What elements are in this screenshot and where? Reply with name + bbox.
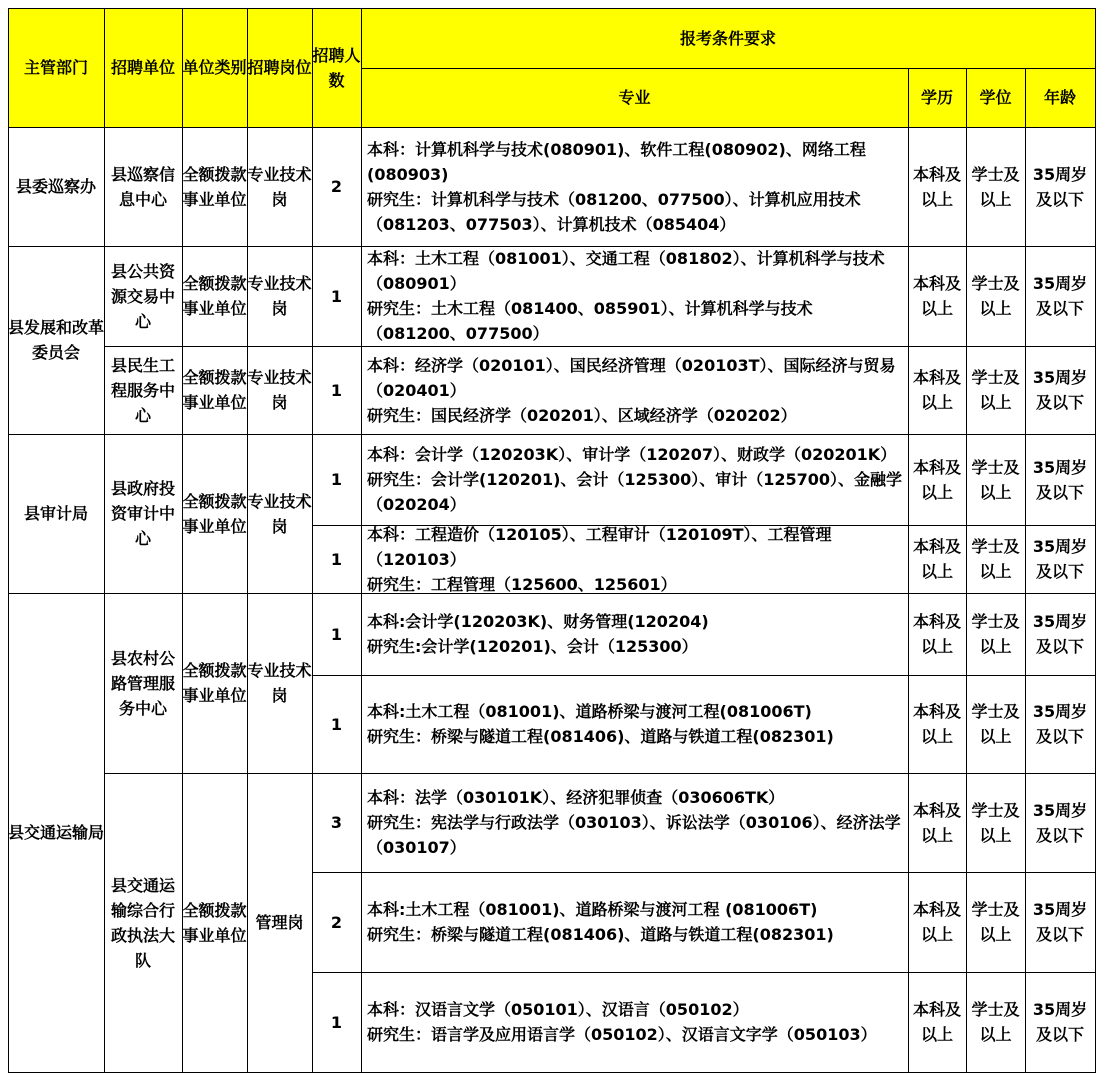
grid-line <box>8 8 9 1073</box>
unit-type-text: 全额拨款事业单位 <box>182 164 247 209</box>
position-cell <box>247 246 312 346</box>
unit-cell <box>104 434 182 593</box>
grid-line <box>908 68 909 128</box>
education-text: 本科及以上 <box>912 612 961 656</box>
age-text: 35周岁及以下 <box>1032 537 1088 581</box>
position-text: 管理岗 <box>255 913 304 932</box>
header-degree-text: 学位 <box>979 88 1012 107</box>
header-education-text: 学历 <box>920 88 953 107</box>
degree-text: 学士及以上 <box>971 368 1020 412</box>
header-degree <box>966 68 1025 127</box>
grid-line <box>104 8 105 128</box>
age-text: 35周岁及以下 <box>1032 457 1088 502</box>
grid-line <box>182 8 183 128</box>
grid-line <box>104 773 1096 774</box>
degree-text: 学士及以上 <box>971 274 1020 318</box>
grid-line <box>908 127 909 1073</box>
major-cell <box>361 246 908 346</box>
major-text: 本科：经济学（020101）、国民经济管理（020103T）、国际经济与贸易（020401） 研究生：国民经济学（020201）、区域经济学（020202） <box>367 355 896 425</box>
age-cell <box>1025 346 1095 434</box>
unit-type-cell <box>182 434 247 593</box>
major-text: 本科：土木工程（081001）、交通工程（081802）、计算机科学与技术（080901） 研究生：土木工程（081400、085901）、计算机科学与技术（081200、077500） <box>367 249 885 343</box>
degree-cell <box>966 346 1025 434</box>
education-text: 本科及以上 <box>912 457 961 502</box>
count-text: 1 <box>330 380 343 400</box>
count-cell <box>312 525 361 593</box>
count-cell <box>312 675 361 773</box>
dept-text: 县发展和改革委员会 <box>8 318 104 362</box>
age-cell <box>1025 675 1095 773</box>
unit-cell <box>104 246 182 346</box>
degree-cell <box>966 872 1025 972</box>
grid-line <box>247 8 248 128</box>
header-conditions <box>361 8 1095 68</box>
degree-cell <box>966 675 1025 773</box>
header-position-text: 招聘岗位 <box>247 58 312 77</box>
age-text: 35周岁及以下 <box>1032 164 1088 209</box>
count-text: 2 <box>330 177 343 196</box>
degree-text: 学士及以上 <box>971 457 1020 502</box>
unit-cell <box>104 346 182 434</box>
age-cell <box>1025 434 1095 525</box>
unit-type-cell <box>182 593 247 773</box>
count-cell <box>312 246 361 346</box>
grid-line <box>104 346 1096 347</box>
dept-text: 县委巡察办 <box>15 177 96 196</box>
major-cell <box>361 346 908 434</box>
education-text: 本科及以上 <box>912 702 961 746</box>
header-position <box>247 8 312 127</box>
header-major-text: 专业 <box>618 88 651 107</box>
grid-line <box>312 675 1096 676</box>
degree-text: 学士及以上 <box>971 800 1020 845</box>
position-cell <box>247 773 312 1072</box>
count-cell <box>312 127 361 246</box>
position-text: 专业技术岗 <box>247 368 312 412</box>
header-unit <box>104 8 182 127</box>
degree-cell <box>966 434 1025 525</box>
unit-type-cell <box>182 127 247 246</box>
count-cell <box>312 872 361 972</box>
grid-line <box>8 127 1096 128</box>
header-age-text: 年龄 <box>1043 88 1076 107</box>
count-cell <box>312 593 361 675</box>
major-cell <box>361 525 908 593</box>
header-age <box>1025 68 1095 127</box>
grid-line <box>104 127 105 1073</box>
age-text: 35周岁及以下 <box>1032 274 1088 318</box>
header-count-text: 招聘人数 <box>312 45 361 90</box>
count-text: 1 <box>330 714 343 734</box>
degree-text: 学士及以上 <box>971 164 1020 209</box>
major-cell <box>361 675 908 773</box>
grid-line <box>1095 8 1096 1073</box>
unit-type-cell <box>182 773 247 1072</box>
unit-cell <box>104 773 182 1072</box>
position-text: 专业技术岗 <box>247 164 312 209</box>
age-cell <box>1025 872 1095 972</box>
count-text: 1 <box>330 1012 343 1032</box>
grid-line <box>361 127 362 1073</box>
major-text: 本科：计算机科学与技术(080901)、软件工程(080902)、网络工程(080903) 研究生：计算机科学与技术（081200、077500）、计算机应用技术（081203、077503）、计算机技术（085404） <box>367 139 866 234</box>
position-cell <box>247 434 312 593</box>
count-cell <box>312 972 361 1072</box>
unit-text: 县政府投资审计中心 <box>110 479 175 548</box>
degree-cell <box>966 972 1025 1072</box>
grid-line <box>8 434 1096 435</box>
education-cell <box>908 127 966 246</box>
count-text: 2 <box>330 912 343 932</box>
education-text: 本科及以上 <box>912 164 961 209</box>
grid-line <box>8 246 1096 247</box>
major-text: 本科：汉语言文学（050101）、汉语言（050102） 研究生：语言学及应用语言学（050102）、汉语言文字学（050103） <box>367 1000 877 1044</box>
count-text: 1 <box>330 470 343 489</box>
age-cell <box>1025 773 1095 872</box>
age-text: 35周岁及以下 <box>1032 800 1088 845</box>
major-cell <box>361 972 908 1072</box>
grid-line <box>966 127 967 1073</box>
header-education <box>908 68 966 127</box>
count-cell <box>312 434 361 525</box>
unit-type-text: 全额拨款事业单位 <box>182 274 247 318</box>
header-count <box>312 8 361 127</box>
unit-type-text: 全额拨款事业单位 <box>182 491 247 536</box>
count-text: 1 <box>330 549 343 569</box>
age-cell <box>1025 593 1095 675</box>
major-text: 本科：工程造价（120105）、工程审计（120109T）、工程管理（120103） 研究生：工程管理（125600、125601） <box>367 525 832 593</box>
count-cell <box>312 346 361 434</box>
education-text: 本科及以上 <box>912 537 961 581</box>
education-cell <box>908 675 966 773</box>
major-cell <box>361 434 908 525</box>
unit-type-cell <box>182 346 247 434</box>
degree-cell <box>966 127 1025 246</box>
dept-cell <box>8 127 104 246</box>
degree-text: 学士及以上 <box>971 1000 1020 1044</box>
degree-text: 学士及以上 <box>971 702 1020 746</box>
grid-line <box>312 8 313 128</box>
header-unit-text: 招聘单位 <box>110 58 175 77</box>
grid-line <box>247 127 248 1073</box>
count-cell <box>312 773 361 872</box>
unit-type-text: 全额拨款事业单位 <box>182 368 247 412</box>
count-text: 1 <box>330 286 343 306</box>
position-cell <box>247 593 312 773</box>
unit-text: 县民生工程服务中心 <box>110 355 175 425</box>
major-cell <box>361 872 908 972</box>
degree-cell <box>966 525 1025 593</box>
education-cell <box>908 872 966 972</box>
dept-cell <box>8 593 104 1072</box>
education-text: 本科及以上 <box>912 274 961 318</box>
grid-line <box>361 68 1096 69</box>
grid-line <box>1025 127 1026 1073</box>
age-text: 35周岁及以下 <box>1032 612 1088 656</box>
education-cell <box>908 525 966 593</box>
major-cell <box>361 127 908 246</box>
degree-text: 学士及以上 <box>971 537 1020 581</box>
education-cell <box>908 593 966 675</box>
unit-cell <box>104 593 182 773</box>
degree-cell <box>966 773 1025 872</box>
major-text: 本科:土木工程（081001)、道路桥梁与渡河工程(081006T) 研究生：桥梁与隧道工程(081406)、道路与铁道工程(082301) <box>367 702 834 746</box>
age-cell <box>1025 972 1095 1072</box>
age-cell <box>1025 525 1095 593</box>
education-cell <box>908 972 966 1072</box>
unit-cell <box>104 127 182 246</box>
grid-line <box>966 68 967 128</box>
age-text: 35周岁及以下 <box>1032 900 1088 944</box>
unit-type-text: 全额拨款事业单位 <box>182 900 247 945</box>
unit-type-text: 全额拨款事业单位 <box>182 661 247 705</box>
header-dept <box>8 8 104 127</box>
count-text: 3 <box>330 813 343 832</box>
major-cell <box>361 773 908 872</box>
grid-line <box>8 8 1096 9</box>
grid-line <box>312 127 313 1073</box>
dept-cell <box>8 434 104 593</box>
degree-cell <box>966 246 1025 346</box>
position-text: 专业技术岗 <box>247 491 312 536</box>
header-dept-text: 主管部门 <box>23 58 88 77</box>
education-cell <box>908 434 966 525</box>
education-cell <box>908 246 966 346</box>
grid-line <box>361 8 362 128</box>
major-text: 本科:土木工程（081001)、道路桥梁与渡河工程 (081006T) 研究生：桥梁与隧道工程(081406)、道路与铁道工程(082301) <box>367 900 834 944</box>
grid-line <box>312 872 1096 873</box>
education-text: 本科及以上 <box>912 800 961 845</box>
grid-line <box>8 593 1096 594</box>
degree-cell <box>966 593 1025 675</box>
dept-cell <box>8 246 104 434</box>
count-text: 1 <box>330 624 343 644</box>
major-text: 本科：会计学（120203K）、审计学（120207）、财政学（020201K） 研究生：会计学(120201)、会计（125300）、审计（125700）、金融学（020204） <box>367 445 903 514</box>
degree-text: 学士及以上 <box>971 612 1020 656</box>
major-text: 本科：法学（030101K）、经济犯罪侦查（030606TK） 研究生：宪法学与行政法学（030103）、诉讼法学（030106）、经济法学（030107） <box>367 788 901 857</box>
position-cell <box>247 346 312 434</box>
age-text: 35周岁及以下 <box>1032 702 1088 746</box>
unit-text: 县交通运输综合行政执法大队 <box>110 875 175 970</box>
header-unit-type <box>182 8 247 127</box>
degree-text: 学士及以上 <box>971 900 1020 944</box>
major-text: 本科:会计学(120203K)、财务管理(120204) 研究生:会计学(120201)、会计（125300） <box>367 612 709 656</box>
grid-line <box>312 525 1096 526</box>
header-major <box>361 68 908 127</box>
grid-line <box>1025 68 1026 128</box>
header-unit-type-text: 单位类别 <box>182 58 247 77</box>
dept-text: 县交通运输局 <box>8 823 104 842</box>
age-cell <box>1025 246 1095 346</box>
unit-text: 县公共资源交易中心 <box>110 261 175 331</box>
grid-line <box>312 972 1096 973</box>
unit-type-cell <box>182 246 247 346</box>
header-conditions-text: 报考条件要求 <box>679 28 776 48</box>
grid-line <box>8 1072 1096 1073</box>
education-text: 本科及以上 <box>912 1000 961 1044</box>
education-cell <box>908 346 966 434</box>
education-text: 本科及以上 <box>912 900 961 944</box>
dept-text: 县审计局 <box>23 504 88 523</box>
position-text: 专业技术岗 <box>247 661 312 705</box>
unit-text: 县巡察信息中心 <box>110 164 175 209</box>
position-text: 专业技术岗 <box>247 274 312 318</box>
age-cell <box>1025 127 1095 246</box>
education-cell <box>908 773 966 872</box>
position-cell <box>247 127 312 246</box>
unit-text: 县农村公路管理服务中心 <box>110 648 175 718</box>
age-text: 35周岁及以下 <box>1032 368 1088 412</box>
age-text: 35周岁及以下 <box>1032 1000 1088 1044</box>
grid-line <box>182 127 183 1073</box>
major-cell <box>361 593 908 675</box>
education-text: 本科及以上 <box>912 368 961 412</box>
